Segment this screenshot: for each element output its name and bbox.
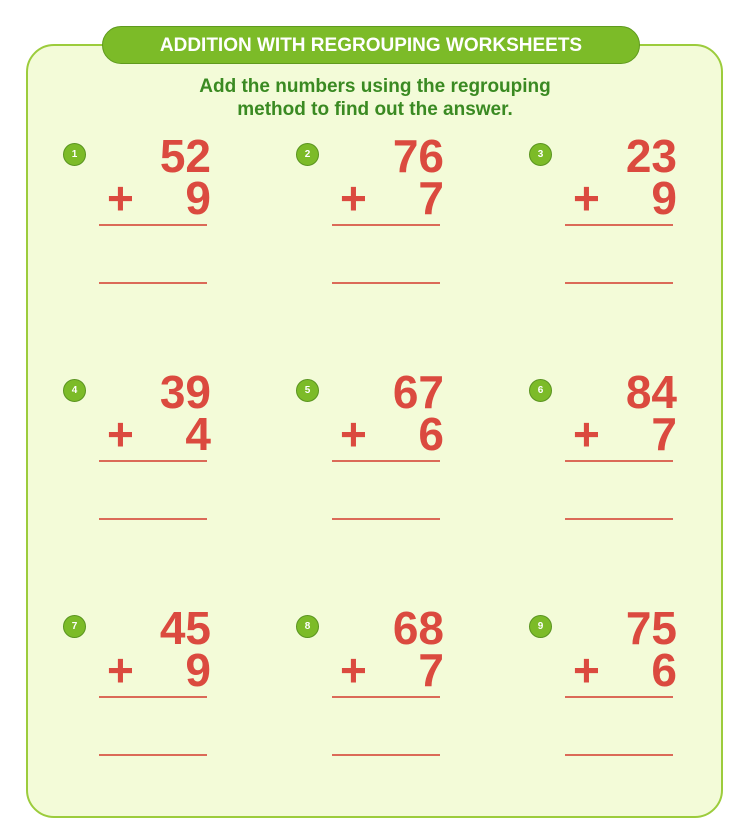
answer-line[interactable] bbox=[99, 282, 207, 284]
problem bbox=[63, 366, 263, 579]
problem-number-badge: 6 bbox=[529, 379, 552, 402]
problem bbox=[296, 366, 496, 579]
plus-sign: + bbox=[340, 408, 367, 460]
sum-line bbox=[332, 696, 440, 698]
addend-bottom: 9 bbox=[651, 172, 677, 224]
sum-line bbox=[99, 460, 207, 462]
answer-line[interactable] bbox=[99, 754, 207, 756]
addend-bottom: 9 bbox=[185, 172, 211, 224]
problem bbox=[529, 130, 729, 343]
addend-top: 39 bbox=[159, 366, 211, 418]
problem bbox=[529, 366, 729, 579]
problem-number-badge: 5 bbox=[296, 379, 319, 402]
addend-top: 84 bbox=[625, 366, 677, 418]
problem-number-badge: 1 bbox=[63, 143, 86, 166]
problem-number-badge: 8 bbox=[296, 615, 319, 638]
addend-top: 76 bbox=[392, 130, 444, 182]
instructions bbox=[0, 75, 750, 121]
sum-line bbox=[565, 696, 673, 698]
addend-bottom: 7 bbox=[418, 172, 444, 224]
addend-bottom: 7 bbox=[651, 408, 677, 460]
addend-bottom: 6 bbox=[651, 644, 677, 696]
problem-number-badge: 3 bbox=[529, 143, 552, 166]
addend-top: 67 bbox=[392, 366, 444, 418]
answer-line[interactable] bbox=[565, 518, 673, 520]
addend-bottom: 7 bbox=[418, 644, 444, 696]
addend-bottom: 9 bbox=[185, 644, 211, 696]
sum-line bbox=[99, 224, 207, 226]
answer-line[interactable] bbox=[565, 754, 673, 756]
plus-sign: + bbox=[340, 172, 367, 224]
plus-sign: + bbox=[340, 644, 367, 696]
plus-sign: + bbox=[107, 408, 134, 460]
problem-number-badge: 7 bbox=[63, 615, 86, 638]
problem-number-badge: 4 bbox=[63, 379, 86, 402]
addend-top: 68 bbox=[392, 602, 444, 654]
answer-line[interactable] bbox=[99, 518, 207, 520]
answer-line[interactable] bbox=[565, 282, 673, 284]
problem-number-badge: 2 bbox=[296, 143, 319, 166]
instruction-line-1: Add the numbers using the regrouping bbox=[199, 76, 551, 97]
sum-line bbox=[565, 460, 673, 462]
plus-sign: + bbox=[573, 644, 600, 696]
problem bbox=[296, 602, 496, 815]
sum-line bbox=[565, 224, 673, 226]
problem-number-badge: 9 bbox=[529, 615, 552, 638]
worksheet-title: ADDITION WITH REGROUPING WORKSHEETS bbox=[102, 26, 640, 64]
answer-line[interactable] bbox=[332, 518, 440, 520]
sum-line bbox=[332, 460, 440, 462]
problem bbox=[63, 602, 263, 815]
plus-sign: + bbox=[107, 172, 134, 224]
addend-top: 45 bbox=[159, 602, 211, 654]
problem bbox=[296, 130, 496, 343]
answer-line[interactable] bbox=[332, 282, 440, 284]
answer-line[interactable] bbox=[332, 754, 440, 756]
sum-line bbox=[332, 224, 440, 226]
addend-bottom: 6 bbox=[418, 408, 444, 460]
plus-sign: + bbox=[573, 172, 600, 224]
addend-bottom: 4 bbox=[185, 408, 211, 460]
addend-top: 52 bbox=[159, 130, 211, 182]
plus-sign: + bbox=[573, 408, 600, 460]
instruction-line-2: method to find out the answer. bbox=[237, 99, 513, 120]
sum-line bbox=[99, 696, 207, 698]
plus-sign: + bbox=[107, 644, 134, 696]
addend-top: 75 bbox=[625, 602, 677, 654]
problem bbox=[529, 602, 729, 815]
addend-top: 23 bbox=[625, 130, 677, 182]
problem bbox=[63, 130, 263, 343]
